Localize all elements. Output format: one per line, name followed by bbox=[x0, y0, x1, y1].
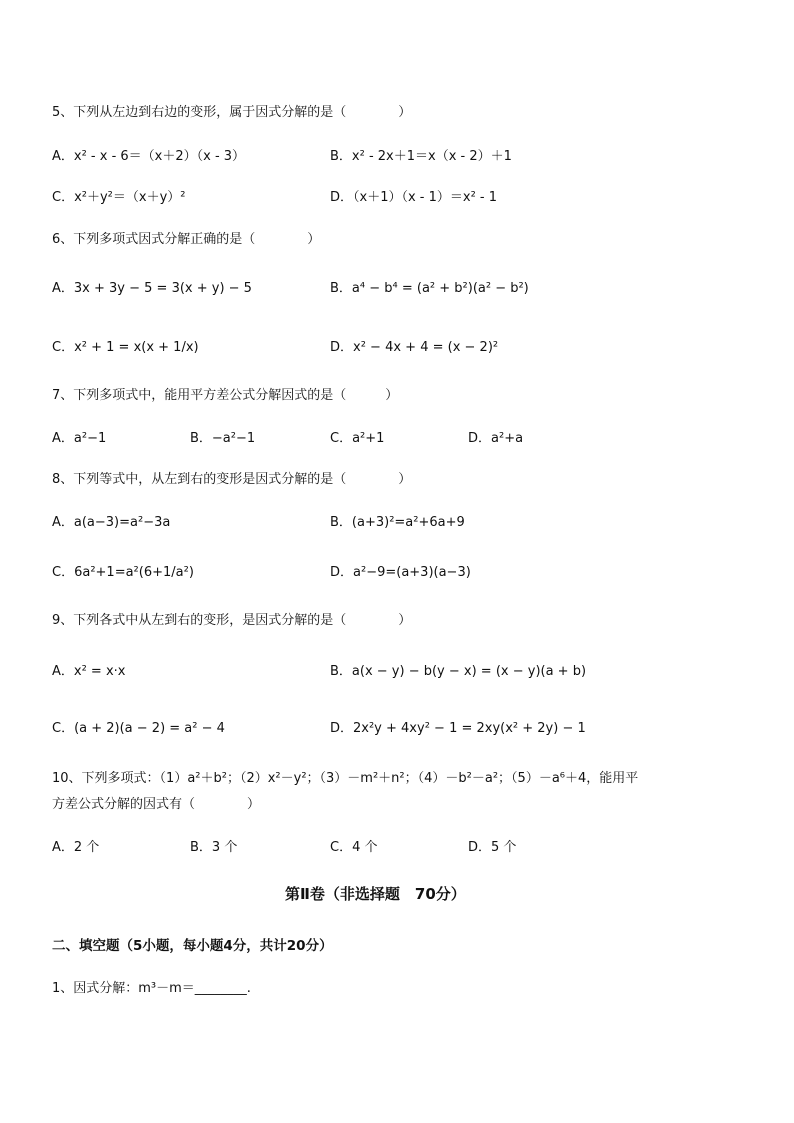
question-8-option-c: C．6a²+1=a²(6+1/a²) bbox=[52, 565, 194, 580]
section-2-subtitle: 二、填空题（5小题，每小题4分，共计20分） bbox=[52, 938, 333, 954]
question-5-option-b: B．x² - 2x＋1＝x（x - 2）＋1 bbox=[330, 149, 512, 164]
question-10-option-a: A．2 个 bbox=[52, 840, 100, 855]
question-10-stem-line2: 方差公式分解的因式有（ ） bbox=[52, 797, 261, 812]
question-7-option-a: A．a²−1 bbox=[52, 431, 107, 446]
question-6-option-d: D．x² − 4x + 4 = (x − 2)² bbox=[330, 340, 499, 355]
question-6-option-b: B．a⁴ − b⁴ = (a² + b²)(a² − b²) bbox=[330, 281, 529, 296]
question-9-stem: 9、下列各式中从左到右的变形，是因式分解的是（ ） bbox=[52, 613, 412, 628]
question-5-stem: 5、下列从左边到右边的变形，属于因式分解的是（ ） bbox=[52, 105, 412, 120]
question-9-option-a: A．x² = x·x bbox=[52, 664, 126, 679]
question-8-stem: 8、下列等式中，从左到右的变形是因式分解的是（ ） bbox=[52, 472, 412, 487]
question-6-option-a: A．3x + 3y − 5 = 3(x + y) − 5 bbox=[52, 281, 252, 296]
question-10-stem-line1: 10、下列多项式：（1）a²＋b²；（2）x²－y²；（3）－m²＋n²；（4）－b²－a²；（5）－a⁶＋4，能用平 bbox=[52, 771, 639, 786]
question-7-option-c: C．a²+1 bbox=[330, 431, 385, 446]
question-10-option-b: B．3 个 bbox=[190, 840, 238, 855]
question-8-option-b: B．(a+3)²=a²+6a+9 bbox=[330, 515, 465, 530]
question-5-option-a: A．x² - x - 6＝（x＋2）（x - 3） bbox=[52, 149, 246, 164]
question-8-option-d: D．a²−9=(a+3)(a−3) bbox=[330, 565, 471, 580]
question-7-stem: 7、下列多项式中，能用平方差公式分解因式的是（ ） bbox=[52, 388, 399, 403]
fill-question-1: 1、因式分解：m³－m＝________. bbox=[52, 981, 251, 996]
question-9-option-b: B．a(x − y) − b(y − x) = (x − y)(a + b) bbox=[330, 664, 587, 679]
question-9-option-c: C．(a + 2)(a − 2) = a² − 4 bbox=[52, 721, 225, 736]
question-5-option-d: D．（x＋1）（x - 1）＝x² - 1 bbox=[330, 190, 498, 205]
question-8-option-a: A．a(a−3)=a²−3a bbox=[52, 515, 171, 530]
question-7-option-b: B．−a²−1 bbox=[190, 431, 256, 446]
question-6-stem: 6、下列多项式因式分解正确的是（ ） bbox=[52, 232, 321, 247]
section-2-title: 第Ⅱ卷（非选择题 70分） bbox=[285, 885, 466, 903]
question-10-option-c: C．4 个 bbox=[330, 840, 378, 855]
question-10-option-d: D．5 个 bbox=[468, 840, 517, 855]
question-7-option-d: D．a²+a bbox=[468, 431, 524, 446]
question-6-option-c: C．x² + 1 = x(x + 1/x) bbox=[52, 340, 199, 355]
question-9-option-d: D．2x²y + 4xy² − 1 = 2xy(x² + 2y) − 1 bbox=[330, 721, 586, 736]
question-5-option-c: C．x²＋y²＝（x＋y）² bbox=[52, 190, 186, 205]
